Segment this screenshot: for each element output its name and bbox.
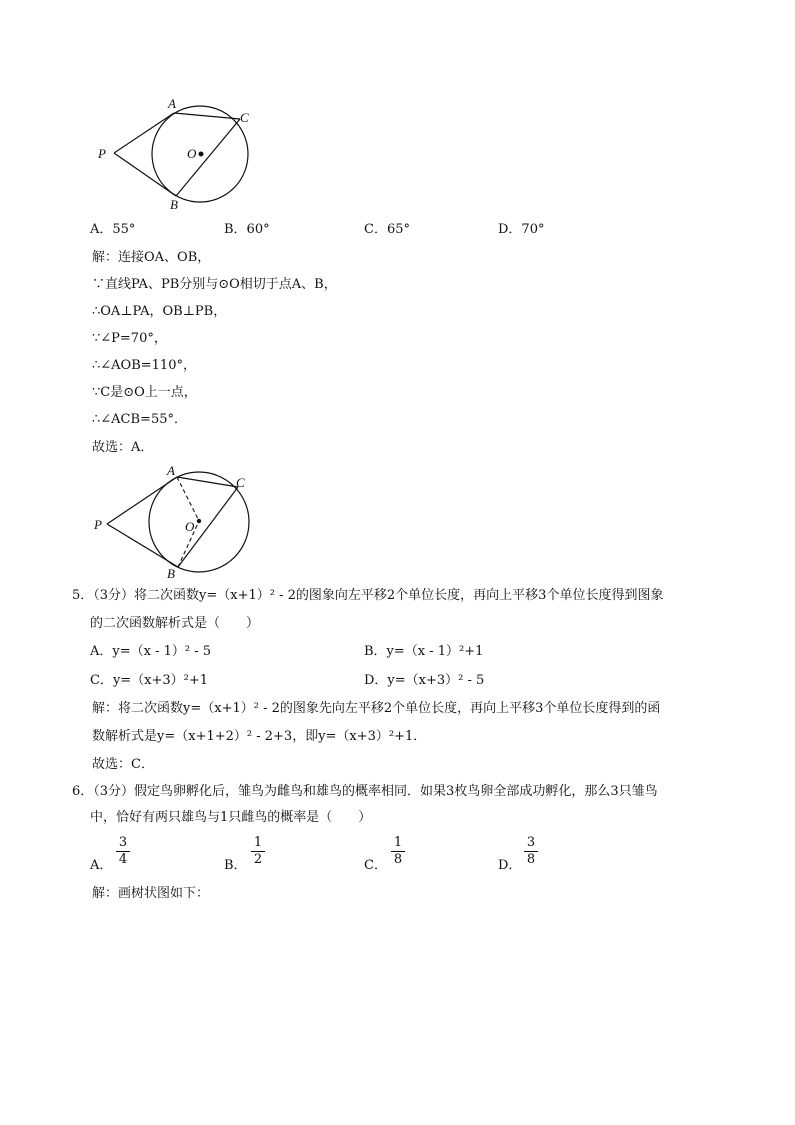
label-c: C <box>236 475 245 490</box>
q4-option-c: C．65° <box>364 222 410 237</box>
q4-solution-line-5: ∴∠AOB=110°， <box>92 358 196 373</box>
q5-option-a: A．y=（x - 1）² - 5 <box>90 644 212 659</box>
q6-stem-line-1: 6．（3分）假定鸟卵孵化后，雏鸟为雌鸟和雄鸟的概率相同．如果3枚鸟卵全部成功孵化，那么3只雏鸟 <box>72 784 658 799</box>
q4-solution-line-7: ∴∠ACB=55°． <box>92 412 187 427</box>
q5-solution-line-1: 解：将二次函数y=（x+1）² - 2的图象先向左平移2个单位长度，再向上平移3个单位长度得到的函 <box>92 701 661 716</box>
label-o: O <box>187 146 197 161</box>
q5-option-c: C．y=（x+3）²+1 <box>90 673 209 688</box>
q6-option-d-letter: D． <box>498 858 522 873</box>
q6-option-b-fraction: 1 2 <box>251 836 265 867</box>
label-c: C <box>240 110 249 125</box>
label-a: A <box>168 96 176 111</box>
q6-option-b-letter: B． <box>224 858 247 873</box>
center-dot <box>197 519 201 523</box>
q4-solution-line-6: ∵C是⊙O上一点， <box>92 385 197 400</box>
chord-bc <box>176 119 240 196</box>
q5-answer: 故选：C． <box>92 757 154 772</box>
label-p: P <box>94 517 102 532</box>
q4-option-d: D．70° <box>498 222 545 237</box>
q4-solution-line-4: ∵∠P=70°， <box>92 331 167 346</box>
q4-solution-line-3: ∴OA⊥PA，OB⊥PB， <box>92 304 227 319</box>
q4-answer: 故选：A． <box>92 440 154 455</box>
tangent-pb <box>107 524 178 567</box>
q5-stem-line-2: 的二次函数解析式是（ ） <box>90 616 260 631</box>
q6-solution: 解：画树状图如下： <box>92 886 210 901</box>
label-o: O <box>185 519 195 534</box>
center-dot <box>199 152 204 157</box>
q6-option-c-fraction: 1 8 <box>391 836 405 867</box>
label-b: B <box>167 566 175 581</box>
q4-solution-line-1: 解：连接OA、OB， <box>92 250 211 265</box>
q4-option-a: A．55° <box>90 222 136 237</box>
tangent-pa <box>107 477 177 524</box>
figure-2-circle-tangent-dashed <box>88 460 268 585</box>
q4-solution-line-2: ∵直线PA、PB分别与⊙O相切于点A、B， <box>92 277 337 292</box>
radius-oa-dashed <box>177 477 199 521</box>
q5-option-b: B．y=（x - 1）²+1 <box>364 644 484 659</box>
q6-stem-line-2: 中，恰好有两只雄鸟与1只雌鸟的概率是（ ） <box>90 810 372 825</box>
label-a: A <box>167 463 175 478</box>
tangent-pb <box>114 153 176 196</box>
q5-solution-line-2: 数解析式是y=（x+1+2）² - 2+3，即y=（x+3）²+1． <box>92 729 427 744</box>
q5-stem-line-1: 5．（3分）将二次函数y=（x+1）² - 2的图象向左平移2个单位长度，再向上平移3个单位长度得到图象 <box>72 588 664 603</box>
label-p: P <box>98 146 106 161</box>
tangent-pa <box>114 113 174 153</box>
figure-1-circle-tangent <box>90 92 270 217</box>
q6-option-a-fraction: 3 4 <box>116 836 130 867</box>
q6-option-d-fraction: 3 8 <box>524 836 538 867</box>
q4-option-b: B．60° <box>224 222 270 237</box>
label-b: B <box>170 197 178 212</box>
q6-option-c-letter: C． <box>364 858 387 873</box>
q6-option-a-letter: A． <box>90 858 113 873</box>
q5-option-d: D．y=（x+3）² - 5 <box>364 673 485 688</box>
